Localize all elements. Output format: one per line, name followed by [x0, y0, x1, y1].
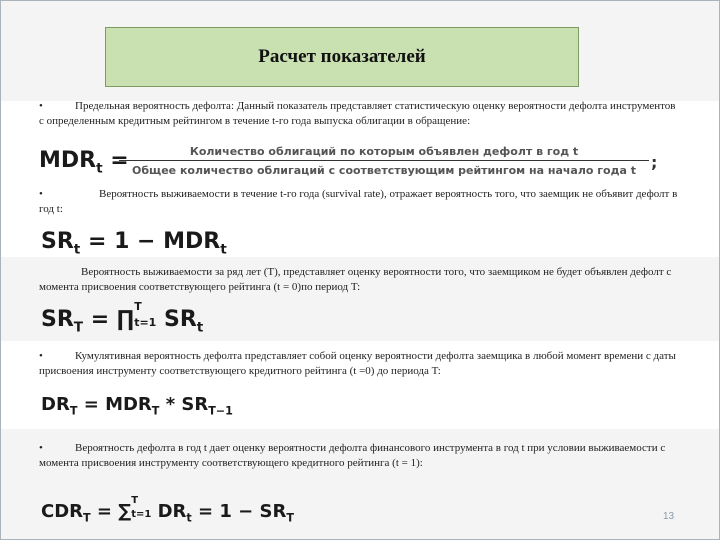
formula-cdr [41, 494, 294, 525]
sr1-sub: t [73, 241, 81, 258]
mdr-semicolon: ; [651, 153, 658, 172]
section-survival-rate [39, 187, 679, 217]
sr2-rhs-sub: t [196, 319, 204, 336]
sr1-rhs: = 1 − MDR [87, 229, 221, 254]
cdr-dr: DR [157, 501, 187, 522]
dr-mid: = MDR [83, 394, 152, 415]
dr-lhs: DR [41, 394, 70, 415]
formula-mdr [39, 148, 129, 176]
dr-op-sub: T−1 [208, 404, 233, 418]
cdr-lhs: CDR [41, 501, 84, 522]
cdr-sub: T [83, 511, 91, 525]
section-multi-year-survival [39, 265, 679, 295]
dr-mid-sub: T [151, 404, 160, 418]
section-text: Вероятность выживаемости за ряд лет (T), представляет оценку вероятности того, что заемщиком не будет объявлен дефолт с момента присвоения соответствующего рейтинга (t = 0)по период T: [39, 266, 672, 293]
sr2-product: = ∏ [90, 307, 135, 332]
bullet: • [39, 350, 43, 362]
mdr-denominator: Общее количество облигаций с соответствующим рейтингом на начало года t [132, 164, 636, 177]
bullet: • [39, 442, 43, 454]
sr2-sup: T [134, 299, 142, 313]
sr1-lhs: SR [41, 229, 74, 254]
dr-op: * SR [165, 394, 209, 415]
section-cumulative-default [39, 349, 679, 379]
formula-sr-T [41, 299, 204, 336]
formula-sr-t [41, 229, 227, 257]
dr-sub: T [69, 404, 78, 418]
section-marginal-default [39, 99, 679, 129]
sr2-lower: t=1 [134, 315, 157, 329]
bullet: • [39, 188, 43, 200]
cdr-dr-sub: t [186, 511, 192, 525]
slide-title: Расчет показателей [258, 46, 426, 67]
mdr-sub: t [96, 160, 103, 177]
formula-dr [41, 394, 233, 418]
section-default-in-year-t [39, 441, 679, 471]
section-text: Кумулятивная вероятность дефолта представляет собой оценку вероятности дефолта заемщика в любой момент времени с даты присвоения инструменту соответствующего кредитного рейтинга (t =0) до периода T: [39, 350, 676, 377]
page-number: 13 [663, 511, 675, 522]
cdr-sup: T [131, 494, 139, 506]
fraction-line [119, 160, 649, 161]
sr2-rhs: SR [164, 307, 197, 332]
title-box [105, 27, 579, 87]
bullet: • [39, 100, 43, 112]
section-text: Вероятность выживаемости в течение t-го года (survival rate), отражает вероятность того, что заемщик не объявит дефолт в год t: [39, 188, 678, 215]
sr2-lhs: SR [41, 307, 74, 332]
cdr-rhs: = 1 − SR [198, 501, 287, 522]
section-text: Вероятность дефолта в год t дает оценку вероятности дефолта финансового инструмента в год t при условии выживаемости с момента присвоения инструменту соответствующего кредитного рейтинга (t = 1): [39, 442, 666, 469]
mdr-equals: = [110, 148, 129, 173]
sr1-rhs-sub: t [220, 241, 227, 258]
mdr-numerator: Количество облигаций по которым объявлен дефолт в год t [189, 145, 579, 158]
mdr-lhs: MDR [39, 148, 97, 173]
cdr-rhs-sub: T [286, 511, 294, 525]
section-text: Предельная вероятность дефолта: Данный показатель представляет статистическую оценку вероятности дефолта инструментов с определенным кредитным рейтингом в течение t-го года выпуска облигации в обращение: [39, 100, 676, 127]
cdr-sum: = ∑ [96, 501, 132, 522]
cdr-lower: t=1 [131, 508, 152, 520]
sr2-sub: T [73, 319, 84, 336]
